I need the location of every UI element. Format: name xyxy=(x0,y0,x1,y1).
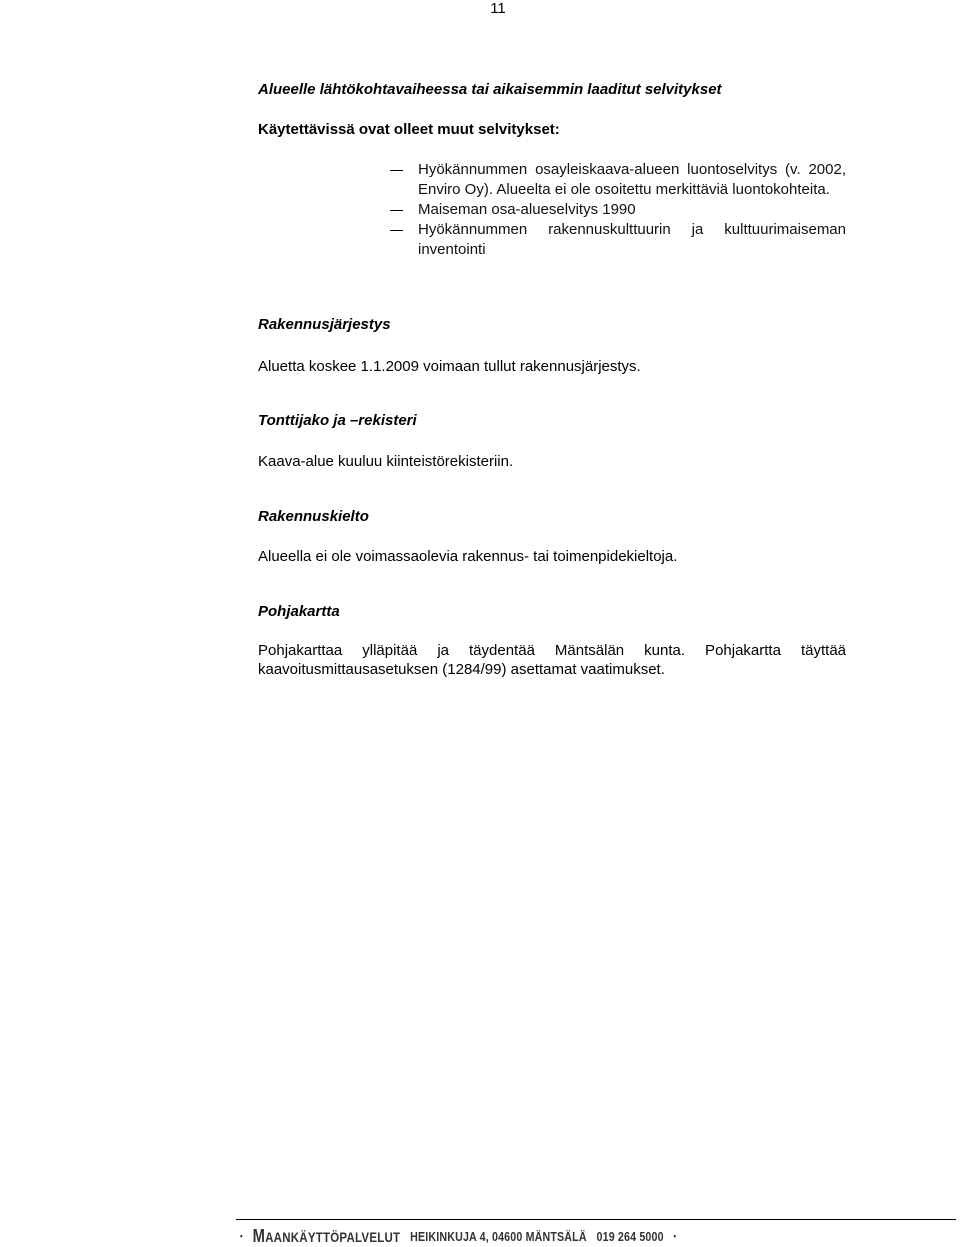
list-item xyxy=(390,220,846,260)
building-ban-text: Alueella ei ole voimassaolevia rakennus- tai toimenpidekieltoja. xyxy=(258,548,678,565)
list-item xyxy=(390,200,846,220)
section-heading-plot-division: Tonttijako ja –rekisteri xyxy=(258,412,417,429)
footer-bullet-icon: • xyxy=(673,1231,677,1241)
list-item-text: Hyökännummen rakennuskulttuurin ja kulttuurimaiseman inventointi xyxy=(418,221,846,258)
studies-list xyxy=(390,160,846,260)
plot-division-text: Kaava-alue kuuluu kiinteistörekisteriin. xyxy=(258,453,514,470)
section-heading-building-ban: Rakennuskielto xyxy=(258,508,369,525)
list-item-text: Maiseman osa-alueselvitys 1990 xyxy=(418,201,636,218)
base-map-text: Pohjakarttaa ylläpitää ja täydentää Mäntsälän kunta. Pohjakartta täyttää kaavoitusmittausasetuksen (1284/99) asettamat vaatimukset. xyxy=(258,642,846,678)
footer-phone: 019 264 5000 xyxy=(596,1229,664,1244)
dash-bullet-icon xyxy=(390,230,403,231)
section-heading-building-order: Rakennusjärjestys xyxy=(258,316,391,333)
list-item-text: Hyökännummen osayleiskaava-alueen luontoselvitys (v. 2002, Enviro Oy). Alueelta ei ole osoitettu merkittäviä luontokohteita. xyxy=(418,161,846,198)
dash-bullet-icon xyxy=(390,170,403,171)
footer-company-initial: M xyxy=(252,1226,266,1246)
section-heading-base-map: Pohjakartta xyxy=(258,603,340,620)
section-heading-studies: Alueelle lähtökohtavaiheessa tai aikaisemmin laaditut selvitykset xyxy=(258,81,722,98)
page-number: 11 xyxy=(490,0,506,17)
list-item xyxy=(390,160,846,200)
footer-company xyxy=(253,1226,401,1247)
studies-subheading: Käytettävissä ovat olleet muut selvitykset: xyxy=(258,121,560,138)
footer-company-rest: AANKÄYTTÖPALVELUT xyxy=(265,1229,401,1245)
building-order-text: Aluetta koskee 1.1.2009 voimaan tullut rakennusjärjestys. xyxy=(258,358,641,375)
dash-bullet-icon xyxy=(390,210,403,211)
footer-bullet-icon: • xyxy=(240,1231,243,1241)
footer-address: HEIKINKUJA 4, 04600 MÄNTSÄLÄ xyxy=(410,1229,587,1244)
footer xyxy=(240,1226,830,1247)
footer-divider xyxy=(236,1219,956,1220)
